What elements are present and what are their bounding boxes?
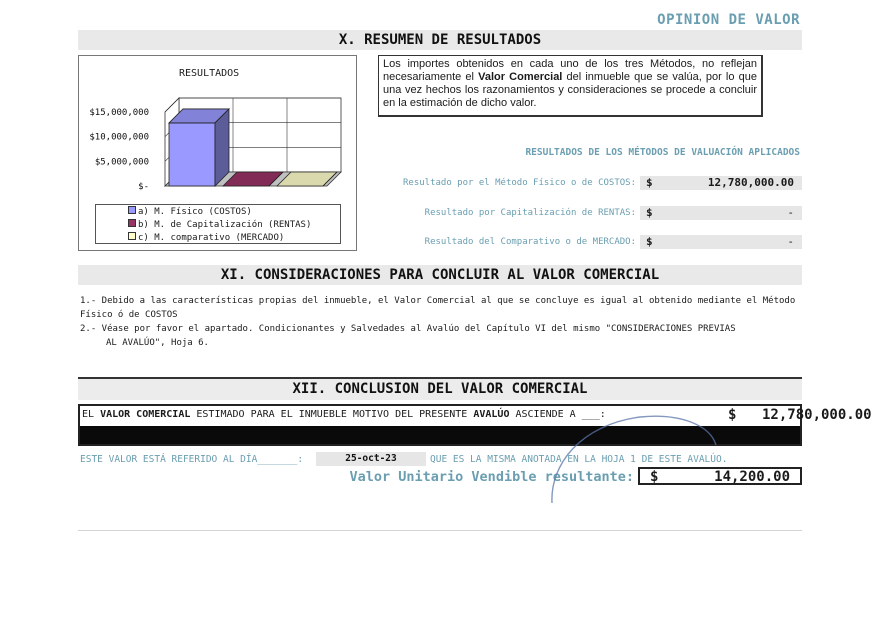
results-note: Los importes obtenidos en cada uno de los tres Métodos, no reflejan necesariamente el Valor Comercial del inmueble que se valúa, por lo que una vez hechos los razonamientos y consideraciones se procede a concluir en la estimación de dicho valor. <box>378 55 763 117</box>
reference-date: 25-oct-23 <box>316 452 426 466</box>
method-costos-value: $ 12,780,000.00 <box>640 176 802 190</box>
chart-bar <box>169 109 229 186</box>
method-mercado-value: $ - <box>640 235 802 249</box>
considerations-list <box>80 294 802 350</box>
method-rentas-label: Resultado por Capitalización de RENTAS: <box>424 208 636 218</box>
date-line: ESTE VALOR ESTÁ REFERIDO AL DÍA_______: 25-oct-23 QUE ES LA MISMA ANOTADA EN LA HOJA 1 DE ESTE AVALÚO. <box>80 453 728 465</box>
legend-item: c) M. comparativo (MERCADO) <box>128 232 340 245</box>
chart-y-ticks <box>89 108 149 192</box>
section-xi-header: XI. CONSIDERACIONES PARA CONCLUIR AL VALOR COMERCIAL <box>78 265 802 285</box>
method-costos-label: Resultado por el Método Físico o de COSTOS: <box>403 178 636 188</box>
section-x-header: X. RESUMEN DE RESULTADOS <box>78 30 802 50</box>
consideration-item-1: 1.- Debido a las características propias del inmueble, el Valor Comercial al que se concluye es igual al obtenido mediante el Método <box>80 296 796 306</box>
unit-value-label: Valor Unitario Vendible resultante: <box>349 469 634 485</box>
legend-item: a) M. Físico (COSTOS) <box>128 206 340 219</box>
y-tick-label: $5,000,000 <box>94 157 149 168</box>
bar-front <box>169 123 215 186</box>
section-xii-header: XII. CONCLUSION DEL VALOR COMERCIAL <box>78 377 802 400</box>
legend-swatch <box>128 232 136 240</box>
page-title: OPINION DE VALOR <box>657 12 800 28</box>
method-mercado-label: Resultado del Comparativo o de MERCADO: <box>424 237 636 247</box>
results-chart <box>78 55 357 251</box>
chart-legend <box>95 204 341 244</box>
page-divider <box>78 530 802 531</box>
consideration-item-2: 2.- Véase por favor el apartado. Condicionantes y Salvedades al Avalúo del Capítulo VI del mismo "CONSIDERACIONES PREVIAS <box>80 324 736 334</box>
chart-title: RESULTADOS <box>179 68 240 79</box>
unit-value-box: $ 14,200.00 <box>638 467 802 485</box>
methods-heading: RESULTADOS DE LOS MÉTODOS DE VALUACIÓN APLICADOS <box>525 147 800 158</box>
y-tick-label: $15,000,000 <box>89 108 149 118</box>
legend-swatch <box>128 206 136 214</box>
legend-swatch <box>128 219 136 227</box>
consideration-item-2-cont: AL AVALÚO", Hoja 6. <box>106 338 209 348</box>
conclusion-amount: $ 12,780,000.00 <box>728 407 872 423</box>
bar-side <box>215 109 229 186</box>
y-tick-label: $- <box>138 182 149 192</box>
method-rentas-value: $ - <box>640 206 802 220</box>
legend-item: b) M. de Capitalización (RENTAS) <box>128 219 340 232</box>
y-tick-label: $10,000,000 <box>89 132 149 143</box>
conclusion-statement: EL VALOR COMERCIAL ESTIMADO PARA EL INMUEBLE MOTIVO DEL PRESENTE AVALÚO ASCIENDE A ___: <box>82 409 606 420</box>
consideration-item-1-cont: Físico ó de COSTOS <box>80 310 178 320</box>
